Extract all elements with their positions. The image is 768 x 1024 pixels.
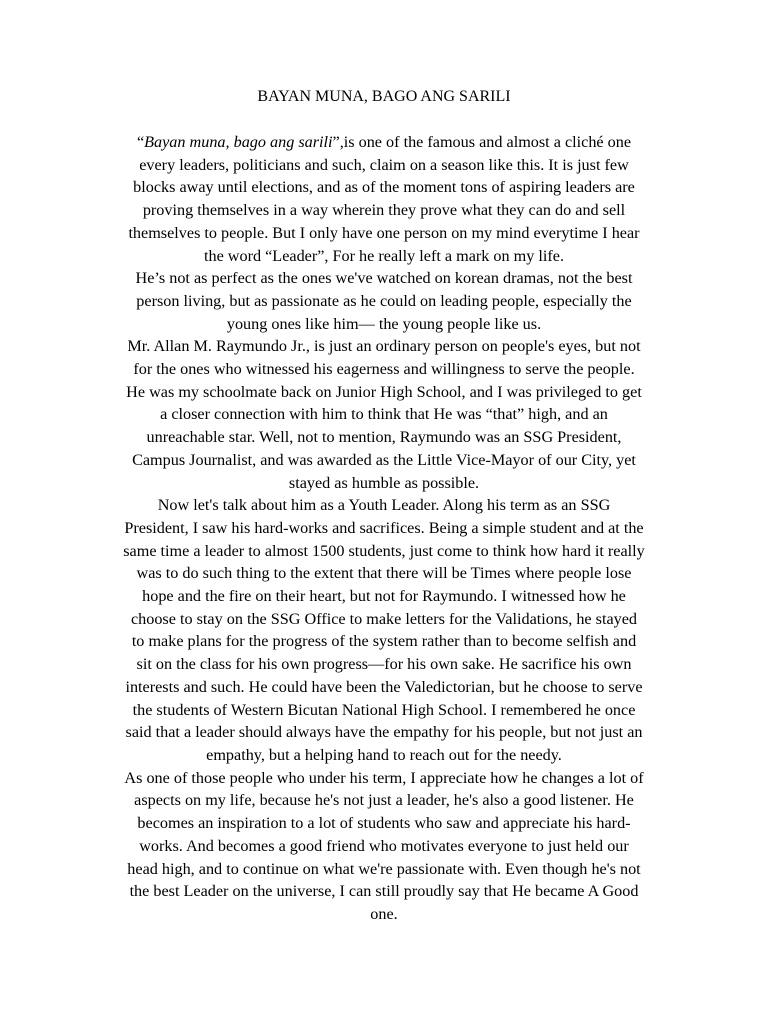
italic-text: Bayan muna, bago ang sarili xyxy=(144,133,333,151)
text-segment: the best Leader on the universe, I can still proudly say that He became A Good xyxy=(129,882,639,901)
text-segment: choose to stay on the SSG Office to make letters for the Validations, he stayed xyxy=(130,609,638,628)
text-line xyxy=(88,585,680,608)
text-segment: proving themselves in a way wherein they prove what they can do and sell xyxy=(142,201,626,220)
text-line xyxy=(88,767,680,790)
text-segment: said that a leader should always have the empathy for his people, but not just an xyxy=(125,723,643,742)
text-segment: blocks away until elections, and as of the moment tons of aspiring leaders are xyxy=(133,178,635,197)
text-line xyxy=(88,290,680,313)
text-segment: unreachable star. Well, not to mention, Raymundo was an SSG President, xyxy=(146,428,622,447)
text-line xyxy=(88,653,680,676)
text-line xyxy=(88,721,680,744)
text-line xyxy=(88,608,680,631)
text-line xyxy=(88,449,680,472)
paragraph xyxy=(88,267,680,335)
paragraph xyxy=(88,494,680,766)
text-line xyxy=(88,381,680,404)
text-segment: the word “Leader”, For he really left a mark on my life. xyxy=(203,246,565,265)
text-line xyxy=(88,789,680,812)
text-line xyxy=(88,335,680,358)
text-line xyxy=(88,630,680,653)
text-line xyxy=(88,676,680,699)
text-segment: the students of Western Bicutan National High School. I remembered he once xyxy=(132,700,636,719)
text-segment: ”,is one of the famous and almost a cliché one xyxy=(332,133,632,151)
text-segment: same time a leader to almost 1500 students, just come to think how hard it really xyxy=(123,541,645,560)
text-segment: Mr. Allan M. Raymundo Jr., is just an ordinary person on people's eyes, but not xyxy=(127,337,641,356)
text-line xyxy=(88,517,680,540)
text-line xyxy=(88,812,680,835)
text-segment: empathy, but a helping hand to reach out for the needy. xyxy=(206,745,562,764)
text-segment: stayed as humble as possible. xyxy=(288,473,480,492)
text-segment: every leaders, politicians and such, claim on a season like this. It is just few xyxy=(139,155,629,174)
text-segment: hope and the fire on their heart, but not for Raymundo. I witnessed how he xyxy=(142,587,626,606)
text-segment: He was my schoolmate back on Junior High School, and I was privileged to get xyxy=(126,382,642,401)
text-segment: sit on the class for his own progress—for his own sake. He sacrifice his own xyxy=(136,655,632,674)
text-segment: was to do such thing to the extent that there will be Times where people lose xyxy=(136,564,632,583)
text-segment: interests and such. He could have been the Valedictorian, but he choose to serve xyxy=(125,677,643,696)
text-line xyxy=(88,540,680,563)
text-line xyxy=(88,562,680,585)
text-segment: to make plans for the progress of the system rather than to become selfish and xyxy=(131,632,637,651)
text-segment: person living, but as passionate as he could on leading people, especially the xyxy=(136,291,632,310)
text-segment: President, I saw his hard-works and sacrifices. Being a simple student and at the xyxy=(124,518,644,537)
text-line xyxy=(88,267,680,290)
text-segment: Campus Journalist, and was awarded as the Little Vice-Mayor of our City, yet xyxy=(132,450,636,469)
text-segment: for the ones who witnessed his eagerness and willingness to serve the people. xyxy=(133,360,635,379)
text-segment: young ones like him— the young people like us. xyxy=(226,314,542,333)
text-line xyxy=(88,403,680,426)
text-line xyxy=(88,903,680,926)
paragraph xyxy=(88,767,680,926)
text-line xyxy=(88,358,680,381)
text-segment: themselves to people. But I only have one person on my mind everytime I hear xyxy=(128,223,640,242)
title-spacer xyxy=(88,108,680,131)
text-segment: As one of those people who under his term, I appreciate how he changes a lot of xyxy=(124,768,644,787)
document-body xyxy=(88,131,680,926)
text-segment: aspects on my life, because he's not just a leader, he's also a good listener. He xyxy=(134,791,634,810)
text-line xyxy=(88,176,680,199)
text-line xyxy=(88,222,680,245)
text-line xyxy=(88,245,680,268)
text-line xyxy=(88,858,680,881)
text-line xyxy=(88,880,680,903)
document-page xyxy=(88,86,680,926)
text-segment: Now let's talk about him as a Youth Leader. Along his term as an SSG xyxy=(157,496,611,515)
text-line xyxy=(88,154,680,177)
text-line xyxy=(88,699,680,722)
text-line xyxy=(88,313,680,336)
text-line xyxy=(88,199,680,222)
text-segment: head high, and to continue on what we're passionate with. Even though he's not xyxy=(127,859,641,878)
document-title: BAYAN MUNA, BAGO ANG SARILI xyxy=(257,88,511,105)
text-line xyxy=(88,494,680,517)
text-line xyxy=(88,835,680,858)
text-segment: He’s not as perfect as the ones we've watched on korean dramas, not the best xyxy=(135,269,633,288)
text-line xyxy=(88,744,680,767)
text-line xyxy=(88,426,680,449)
text-line xyxy=(88,131,680,154)
text-segment: works. And becomes a good friend who motivates everyone to just held our xyxy=(139,836,629,855)
paragraph xyxy=(88,335,680,494)
text-segment: a closer connection with him to think that He was “that” high, and an xyxy=(160,405,608,424)
paragraph xyxy=(88,131,680,267)
text-segment: becomes an inspiration to a lot of students who saw and appreciate his hard- xyxy=(137,814,631,833)
text-segment: “ xyxy=(136,133,145,151)
text-line xyxy=(88,472,680,495)
text-segment: one. xyxy=(370,904,398,923)
